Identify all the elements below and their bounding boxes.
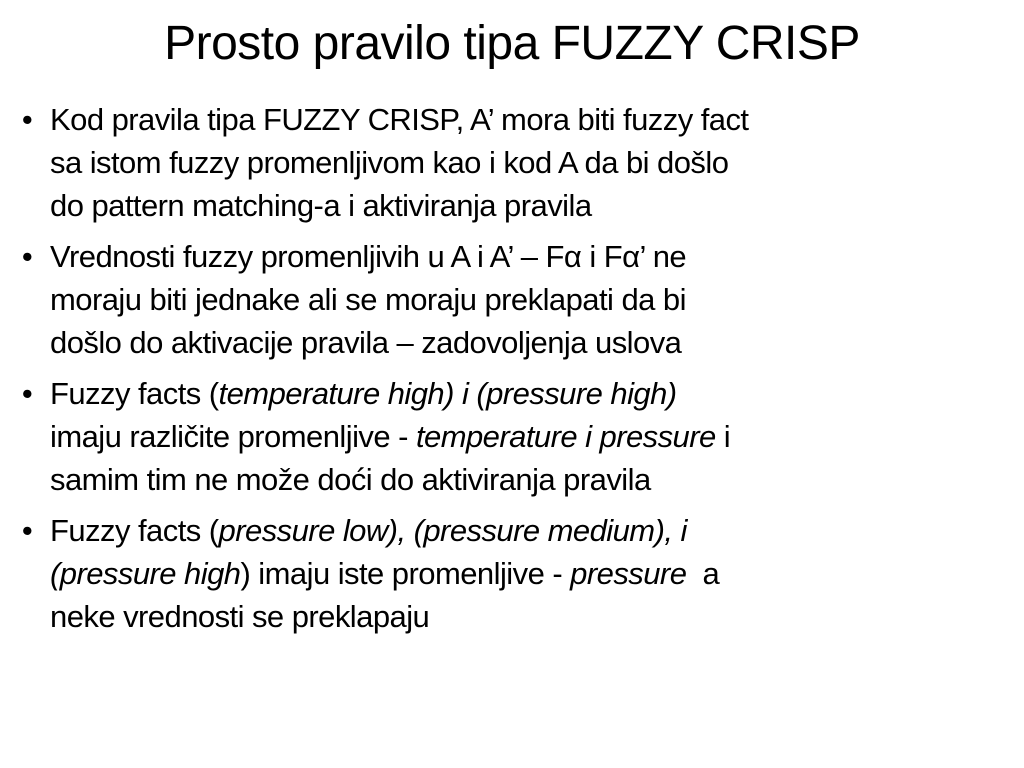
- bullet-line: Vrednosti fuzzy promenljivih u A i A’ – Fα i Fα’ ne: [50, 239, 687, 274]
- bullet-item: [12, 235, 1016, 364]
- bullet-line: došlo do aktivacije pravila – zadovoljenja uslova: [50, 325, 682, 360]
- bullet-line: samim tim ne može doći do aktiviranja pravila: [50, 462, 651, 497]
- bullet-line: Fuzzy facts (temperature high) i (pressure high): [50, 376, 677, 411]
- slide-title: Prosto pravilo tipa FUZZY CRISP: [164, 17, 860, 70]
- bullet-item: [12, 98, 1016, 227]
- bullet-line: sa istom fuzzy promenljivom kao i kod A da bi došlo: [50, 145, 729, 180]
- bullet-list: [12, 98, 1016, 646]
- bullet-item: [12, 372, 1016, 501]
- italic-text: pressure: [570, 556, 687, 591]
- italic-text: temperature high) i (pressure high): [218, 376, 677, 411]
- bullet-line: Kod pravila tipa FUZZY CRISP, A’ mora biti fuzzy fact: [50, 102, 749, 137]
- italic-text: (pressure high: [50, 556, 241, 591]
- bullet-line: imaju različite promenljive - temperature i pressure i: [50, 419, 731, 454]
- bullet-line: moraju biti jednake ali se moraju preklapati da bi: [50, 282, 686, 317]
- bullet-line: neke vrednosti se preklapaju: [50, 599, 430, 634]
- bullet-dot: •: [21, 376, 33, 411]
- italic-text: pressure low), (pressure medium), i: [218, 513, 687, 548]
- bullet-dot: •: [21, 102, 33, 137]
- bullet-line: (pressure high) imaju iste promenljive - pressure a: [50, 556, 720, 591]
- bullet-item: [12, 509, 1016, 638]
- bullet-line: do pattern matching-a i aktiviranja pravila: [50, 188, 592, 223]
- bullet-dot: •: [21, 239, 33, 274]
- bullet-dot: •: [21, 513, 33, 548]
- italic-text: temperature i pressure: [415, 419, 716, 454]
- bullet-line: Fuzzy facts (pressure low), (pressure medium), i: [50, 513, 687, 548]
